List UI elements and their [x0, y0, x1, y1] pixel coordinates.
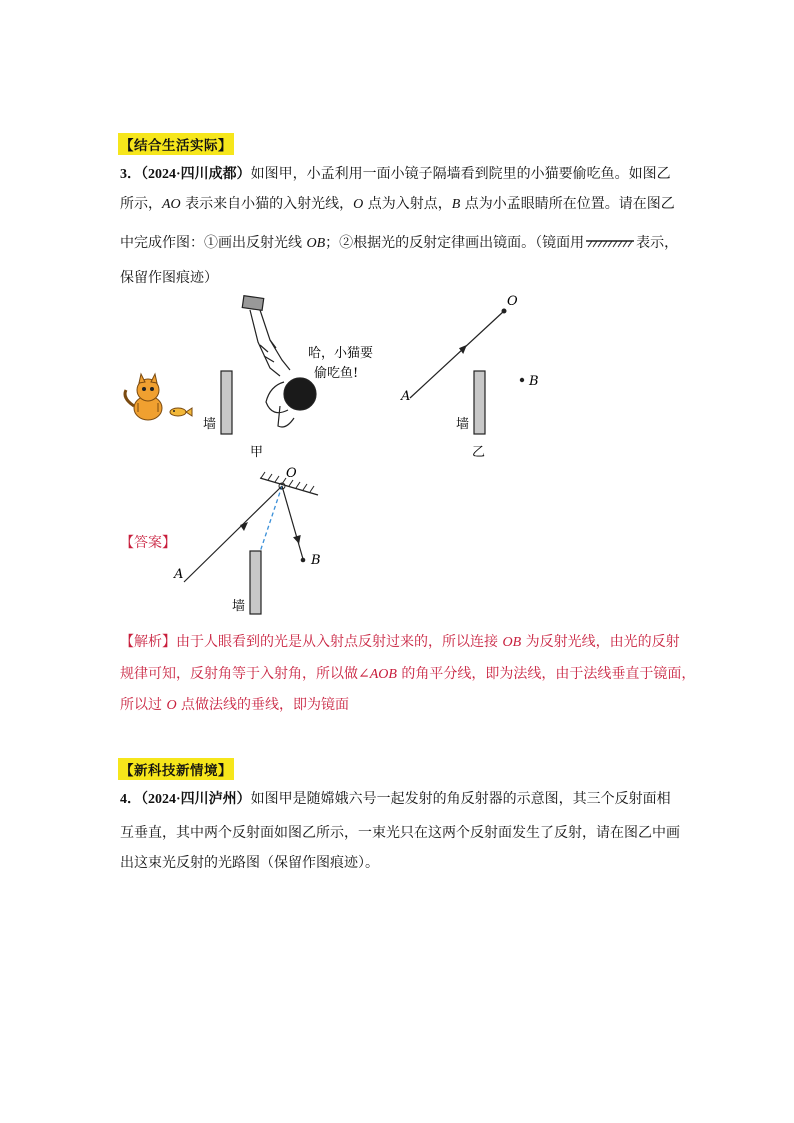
wall-label-yi: 墙 — [456, 417, 470, 432]
answer-label-O: O — [286, 466, 297, 481]
analysis-text-2a: 规律可知，反射角等于入射角，所以做∠ — [120, 666, 370, 682]
wall-yi — [474, 371, 485, 434]
q3-text-3a: 中完成作图：①画出反射光线 — [120, 235, 307, 251]
q3-line3 — [120, 233, 678, 254]
q3-number: 3． — [120, 167, 141, 182]
wall-jia — [221, 371, 232, 434]
q3-var-AO: AO — [162, 197, 181, 212]
q3-text-3c: 表示， — [636, 235, 679, 251]
q4-line3: 出这束光反射的光路图（保留作图痕迹）。 — [120, 855, 379, 871]
q3-var-B: B — [451, 197, 461, 212]
q3-text-2d: 点为小孟眼睛所在位置。请在图乙 — [460, 196, 675, 212]
speech-line-1: 哈，小猫要 — [308, 346, 374, 361]
analysis-line3 — [120, 695, 349, 716]
boy-with-mirror-icon — [242, 296, 316, 427]
figure-jia — [110, 290, 410, 460]
caption-yi: 乙 — [472, 445, 486, 460]
analysis-text-3b: 点做法线的垂线，即为镜面 — [176, 697, 350, 713]
q4-number: 4． — [120, 792, 141, 807]
q3-source: （2024·四川成都） — [141, 167, 251, 182]
ray-arrow-icon — [459, 345, 467, 354]
q3-line2 — [120, 194, 675, 215]
q3-text-1: 如图甲，小孟利用一面小镜子隔墙看到院里的小猫要偷吃鱼。如图乙 — [250, 166, 671, 182]
label-B: B — [529, 374, 539, 389]
analysis-var-O: O — [166, 698, 177, 713]
wall-label-jia: 墙 — [203, 417, 217, 432]
analysis-line2 — [120, 664, 695, 685]
answer-tag: 【答案】 — [120, 535, 176, 551]
mirror-symbol-icon — [584, 238, 636, 248]
analysis-var-OB: OB — [502, 635, 522, 650]
cat-icon — [125, 374, 162, 420]
point-B — [520, 378, 524, 382]
normal-line — [260, 486, 282, 552]
reflected-ray-OB — [282, 486, 303, 559]
q4-source: （2024·四川泸州） — [141, 792, 251, 807]
section-tag-life: 【结合生活实际】 — [118, 133, 234, 155]
analysis-line1 — [120, 632, 680, 653]
analysis-text-1a: 由于人眼看到的光是从入射点反射过来的，所以连接 — [176, 634, 503, 650]
fish-icon — [170, 408, 192, 416]
q3-text-2b: 表示来自小猫的入射光线， — [180, 196, 354, 212]
q3-line4: 保留作图痕迹） — [120, 270, 218, 286]
q3-text-2c: 点为入射点， — [363, 196, 452, 212]
answer-label-A: A — [174, 567, 184, 582]
q3-text-3b: ；②根据光的反射定律画出镜面。（镜面用 — [325, 235, 585, 251]
q3-var-O: O — [353, 197, 364, 212]
q4-line1 — [120, 789, 671, 810]
q3-line1 — [120, 164, 671, 185]
speech-line-2: 偷吃鱼! — [314, 366, 359, 381]
analysis-var-AOB: AOB — [369, 667, 397, 682]
incident-ray-AO — [410, 311, 504, 398]
analysis-tag: 【解析】 — [120, 634, 176, 650]
label-A: A — [401, 389, 411, 404]
section-tag-tech: 【新科技新情境】 — [118, 758, 234, 780]
answer-figure — [170, 462, 340, 622]
q3-text-2a: 所示， — [120, 196, 162, 212]
answer-point-B — [301, 558, 306, 563]
q3-var-OB: OB — [306, 236, 326, 251]
answer-wall — [250, 551, 261, 614]
analysis-text-2b: 的角平分线，即为法线，由于法线垂直于镜面， — [396, 666, 696, 682]
analysis-text-1b: 为反射光线，由光的反射 — [521, 634, 680, 650]
answer-incident-ray — [184, 486, 282, 582]
label-O: O — [507, 294, 518, 309]
caption-jia: 甲 — [250, 445, 264, 460]
answer-wall-label: 墙 — [232, 599, 246, 614]
figure-yi — [395, 290, 565, 465]
point-O — [502, 309, 507, 314]
analysis-text-3a: 所以过 — [120, 697, 167, 713]
q4-line2: 互垂直，其中两个反射面如图乙所示，一束光只在这两个反射面发生了反射，请在图乙中画 — [120, 825, 680, 841]
q4-text-1: 如图甲是随嫦娥六号一起发射的角反射器的示意图，其三个反射面相 — [250, 791, 671, 807]
answer-label-B: B — [311, 553, 321, 568]
